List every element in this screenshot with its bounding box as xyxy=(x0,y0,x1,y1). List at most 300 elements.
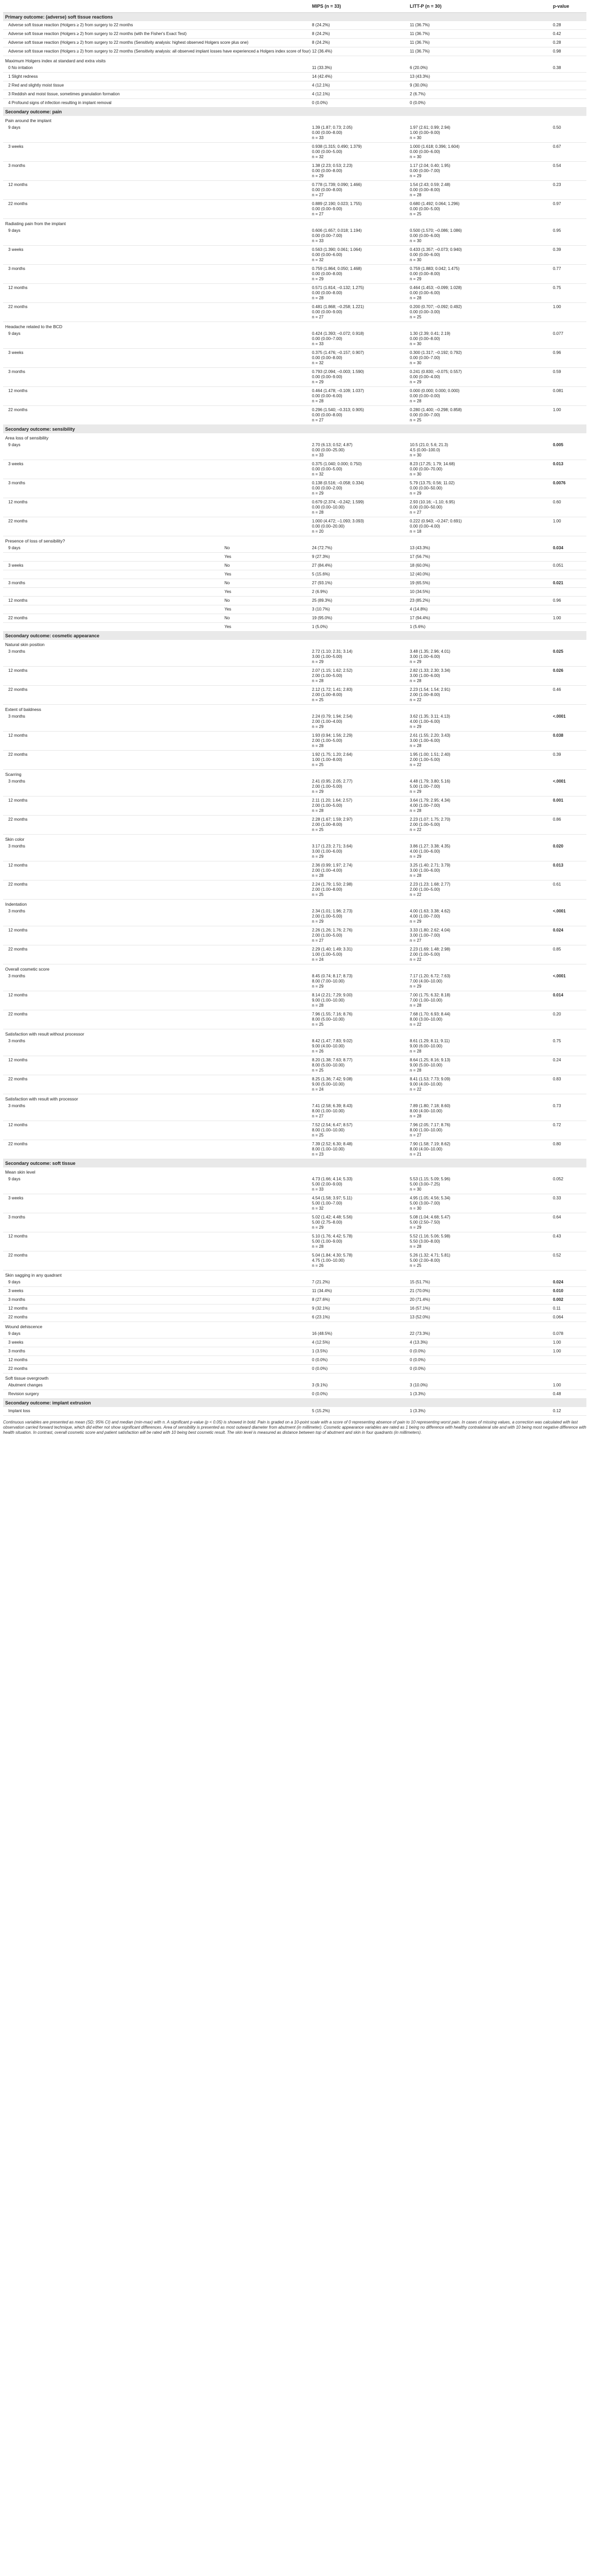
cell-pvalue: 0.24 xyxy=(551,1056,586,1075)
cell-mips-line: 5.00 (2.75–8.00) xyxy=(312,1220,342,1225)
row-sublabel xyxy=(222,907,310,926)
cell-pvalue: 0.024 xyxy=(551,1278,586,1287)
cell-litt-line: 11 (36.7%) xyxy=(410,49,430,54)
cell-mips-line: 2.00 (1.00–5.00) xyxy=(312,933,342,938)
cell-mips-line: 2.12 (1.72; 1.41; 2.83) xyxy=(312,687,353,692)
row-sublabel xyxy=(222,667,310,686)
row-label: 1 Slight redness xyxy=(3,73,222,81)
row-sublabel xyxy=(222,1213,310,1232)
cell-litt-line: 0 (0.0%) xyxy=(410,100,426,105)
cell-mips xyxy=(310,667,408,686)
cell-litt-line: n = 29 xyxy=(410,789,422,794)
cell-pvalue: 0.081 xyxy=(551,387,586,406)
cell-litt-line: 8.64 (1.25; 8.16; 9.13) xyxy=(410,1058,450,1062)
cell-litt-line: 19 (65.5%) xyxy=(410,581,430,585)
cell-pvalue: 1.00 xyxy=(551,303,586,322)
cell-litt-line: 2.82 (1.33; 2.30; 3.34) xyxy=(410,668,450,673)
cell-mips-line: 3 (9.1%) xyxy=(312,1383,328,1387)
cell-litt xyxy=(408,1287,551,1296)
cell-mips-line: n = 29 xyxy=(312,277,324,281)
cell-mips-line: 4.54 (1.58; 3.97; 5.11) xyxy=(312,1196,353,1200)
cell-litt-line: 2.93 (10.16; –1.10; 6.95) xyxy=(410,500,455,504)
cell-mips-line: 0.375 (1.476; –0.157; 0.907) xyxy=(312,350,364,355)
row-sublabel: Yes xyxy=(222,605,310,614)
cell-litt-line: n = 28 xyxy=(410,1244,422,1249)
cell-mips xyxy=(310,1381,408,1390)
cell-mips xyxy=(310,1287,408,1296)
cell-litt-line: 0.00 (0.00–7.00) xyxy=(410,168,440,173)
cell-litt-line: n = 22 xyxy=(410,827,422,832)
table-row xyxy=(3,406,586,425)
table-row xyxy=(3,816,586,835)
row-sublabel xyxy=(222,200,310,219)
cell-mips-line: n = 32 xyxy=(312,1206,324,1211)
cell-litt-line: 1.00 (0.00–9.00) xyxy=(410,130,440,135)
cell-litt xyxy=(408,1296,551,1304)
cell-litt-line: n = 30 xyxy=(410,472,422,477)
cell-litt-line: n = 28 xyxy=(410,1003,422,1008)
cell-pvalue: 1.00 xyxy=(551,517,586,536)
cell-mips-line: 9 (27.3%) xyxy=(312,554,330,559)
cell-litt-line: n = 27 xyxy=(410,510,422,515)
subhead-label: Satisfaction with result with processor xyxy=(5,1096,78,1101)
cell-litt-line: 5.00 (3.00–7.25) xyxy=(410,1182,440,1187)
cell-mips-line: n = 28 xyxy=(312,873,324,878)
row-sublabel xyxy=(222,991,310,1010)
cell-mips-line: n = 25 xyxy=(312,1022,324,1027)
section-label: Secondary outcome: cosmetic appearance xyxy=(3,632,586,640)
cell-mips-line: 3.17 (1.23; 2.71; 3.64) xyxy=(312,844,353,849)
cell-litt-line: 5.52 (1.16; 5.06; 5.98) xyxy=(410,1234,450,1239)
cell-mips-line: 0.759 (1.864; 0.050; 1.468) xyxy=(312,266,362,271)
row-label: 3 months xyxy=(3,479,222,498)
row-label: 3 months xyxy=(3,579,222,588)
cell-litt xyxy=(408,1278,551,1287)
cell-litt-line: 16 (57.1%) xyxy=(410,1306,430,1311)
table-footnote: Continuous variables are presented as mean (SD; 95% CI) and median (min-max) with n. A significant p-value (p < 0.05) is showed in bold. Pain is graded on a 10-point scale with a score of 0 representing absence of pain to 10 representing worst pain. In cases of missing values, a correction was calculated with last observation carried forward technique, which did either not show significant differences. Area of sensibility is presented as most outward diameter from abutment (in millimeter). Cosmetic appearance variables are rated as 1 being no difference with healthy contralateral site and with 10 being most negative difference with health situation. In contrast, overall cosmetic score and patient satisfaction will be rated with 10 being best cosmetic result. The skin level is measured as distance between top of abutment and skin in four quadrants (in millimeters). xyxy=(3,1420,586,1435)
cell-litt xyxy=(408,1251,551,1270)
row-sublabel xyxy=(222,1140,310,1159)
cell-pvalue: 0.013 xyxy=(551,460,586,479)
cell-pvalue: 0.77 xyxy=(551,265,586,284)
subsection-header xyxy=(3,1167,586,1175)
cell-mips xyxy=(310,816,408,835)
cell-litt-line: 13 (52.0%) xyxy=(410,1315,430,1319)
table-row xyxy=(3,284,586,303)
cell-mips-line: 2.07 (1.15; 1.62; 2.52) xyxy=(312,668,353,673)
row-sublabel xyxy=(222,972,310,991)
table-row xyxy=(3,47,586,56)
row-sublabel xyxy=(222,861,310,880)
cell-mips xyxy=(310,227,408,246)
row-label: 12 months xyxy=(3,1304,222,1313)
row-label xyxy=(3,570,222,579)
cell-pvalue: 0.60 xyxy=(551,498,586,517)
cell-litt xyxy=(408,562,551,570)
row-label: 9 days xyxy=(3,544,222,553)
cell-mips-line: n = 29 xyxy=(312,789,324,794)
cell-litt-line: 5.00 (2.50–7.50) xyxy=(410,1220,440,1225)
table-row xyxy=(3,73,586,81)
subhead-label: Extent of baldness xyxy=(5,707,41,712)
cell-litt xyxy=(408,1037,551,1056)
cell-mips-line: 8 (27.6%) xyxy=(312,1297,330,1302)
cell-litt-line: n = 28 xyxy=(410,1049,422,1054)
cell-mips-line: 24 (72.7%) xyxy=(312,546,333,550)
row-label: 3 weeks xyxy=(3,1338,222,1347)
cell-litt-line: n = 28 xyxy=(410,1068,422,1073)
row-label: 9 days xyxy=(3,441,222,460)
cell-litt-line: 15 (51.7%) xyxy=(410,1280,430,1284)
cell-pvalue: 0.002 xyxy=(551,1296,586,1304)
cell-pvalue: 0.38 xyxy=(551,64,586,73)
row-sublabel xyxy=(222,90,310,99)
subhead-label: Presence of loss of sensibility? xyxy=(5,538,65,544)
cell-litt xyxy=(408,570,551,579)
cell-litt-line: 20 (71.4%) xyxy=(410,1297,430,1302)
cell-litt-line: n = 21 xyxy=(410,1152,422,1157)
cell-mips-line: 0.296 (1.540; –0.313; 0.905) xyxy=(312,408,364,412)
cell-mips-line: 5 (15.6%) xyxy=(312,572,330,577)
cell-litt-line: n = 28 xyxy=(410,1114,422,1118)
cell-litt xyxy=(408,945,551,964)
table-row xyxy=(3,181,586,200)
subsection-header xyxy=(3,56,586,64)
cell-mips-line: 0.889 (2.190; 0.023; 1.755) xyxy=(312,201,362,206)
row-label: 3 weeks xyxy=(3,349,222,368)
cell-litt-line: 7.89 (1.80; 7.18; 8.60) xyxy=(410,1104,450,1108)
cell-mips xyxy=(310,1056,408,1075)
cell-mips-line: 2.00 (1.00–8.00) xyxy=(312,887,342,892)
table-row xyxy=(3,81,586,90)
cell-litt xyxy=(408,623,551,632)
cell-mips-line: 27 (93.1%) xyxy=(312,581,333,585)
cell-pvalue xyxy=(551,1356,586,1365)
row-sublabel xyxy=(222,1330,310,1338)
cell-litt-line: 2.00 (1.00–5.00) xyxy=(410,887,440,892)
row-label: 4 Profound signs of infection resulting in implant removal xyxy=(3,99,222,108)
row-sublabel: No xyxy=(222,544,310,553)
cell-litt-line: n = 28 xyxy=(410,399,422,403)
cell-mips-line: 0.00 (0.00–2.00) xyxy=(312,486,342,490)
cell-pvalue: 1.00 xyxy=(551,1347,586,1356)
table-row xyxy=(3,777,586,796)
row-label: 22 months xyxy=(3,406,222,425)
cell-mips-line: 0.375 (1.040; 0.000; 0.750) xyxy=(312,462,362,466)
cell-litt-line: n = 25 xyxy=(410,212,422,216)
cell-litt-line: n = 30 xyxy=(410,155,422,159)
row-label: 12 months xyxy=(3,387,222,406)
row-label: 3 months xyxy=(3,265,222,284)
cell-litt-line: 9 (30.0%) xyxy=(410,83,428,88)
cell-litt-line: 11 (36.7%) xyxy=(410,31,430,36)
cell-mips-line: 2.34 (1.01; 1.96; 2.73) xyxy=(312,909,353,913)
cell-pvalue: 0.014 xyxy=(551,991,586,1010)
cell-mips-line: 0.00 (0.00–8.00) xyxy=(312,355,342,360)
subhead-label: Pain around the implant xyxy=(5,118,51,123)
section-header xyxy=(3,1159,586,1168)
cell-litt xyxy=(408,460,551,479)
cell-pvalue: 0.021 xyxy=(551,579,586,588)
cell-pvalue: 0.52 xyxy=(551,1251,586,1270)
cell-mips xyxy=(310,972,408,991)
cell-mips-line: 2.11 (1.20; 1.64; 2.57) xyxy=(312,798,353,803)
cell-mips-line: 0.00 (0.00–7.00) xyxy=(312,336,342,341)
cell-mips-line: 5.10 (1.76; 4.42; 5.78) xyxy=(312,1234,353,1239)
table-row xyxy=(3,1102,586,1121)
cell-pvalue: <.0001 xyxy=(551,777,586,796)
row-sublabel xyxy=(222,1381,310,1390)
row-label: 22 months xyxy=(3,880,222,900)
cell-litt-line: 0.00 (0.00–6.00) xyxy=(410,291,440,295)
row-label: Adverse soft tissue reaction (Holgers ≥ 2) from surgery to 22 months (Sensitivity analysis: highest observed Holgers score plus one) xyxy=(3,39,222,47)
cell-mips xyxy=(310,570,408,579)
cell-litt xyxy=(408,861,551,880)
cell-litt-line: 2.23 (1.07; 1.75; 2.70) xyxy=(410,817,450,822)
row-label: 3 weeks xyxy=(3,1287,222,1296)
cell-litt-line: 0.464 (1.453; –0.099; 1.028) xyxy=(410,285,462,290)
cell-mips-line: n = 25 xyxy=(312,892,324,897)
cell-litt-line: 7.96 (2.05; 7.17; 8.76) xyxy=(410,1123,450,1127)
row-sublabel xyxy=(222,816,310,835)
subsection-header xyxy=(3,116,586,124)
row-sublabel xyxy=(222,1194,310,1213)
cell-mips xyxy=(310,1140,408,1159)
cell-litt-line: 3.00 (1.00–6.00) xyxy=(410,673,440,678)
cell-litt xyxy=(408,73,551,81)
row-sublabel xyxy=(222,1365,310,1374)
cell-mips-line: 4 (12.1%) xyxy=(312,92,330,96)
cell-mips-line: n = 32 xyxy=(312,258,324,262)
cell-mips-line: 2.24 (0.79; 1.94; 2.54) xyxy=(312,714,353,719)
cell-mips-line: 16 (48.5%) xyxy=(312,1331,333,1336)
cell-litt-line: 3.00 (1.00–6.00) xyxy=(410,738,440,743)
cell-mips-line: 8 (24.2%) xyxy=(312,31,330,36)
row-sublabel xyxy=(222,73,310,81)
cell-mips-line: 7.96 (1.55; 7.16; 8.76) xyxy=(312,1012,353,1016)
table-row xyxy=(3,303,586,322)
subsection-header xyxy=(3,1029,586,1038)
cell-litt xyxy=(408,842,551,861)
cell-mips-line: n = 29 xyxy=(312,919,324,924)
cell-mips-line: n = 32 xyxy=(312,155,324,159)
cell-litt-line: 11 (36.7%) xyxy=(410,23,430,27)
cell-mips-line: 0 (0.0%) xyxy=(312,1366,328,1371)
cell-mips-line: n = 25 xyxy=(312,1133,324,1138)
cell-litt-line: 21 (70.0%) xyxy=(410,1289,430,1293)
row-sublabel: No xyxy=(222,562,310,570)
cell-mips-line: n = 27 xyxy=(312,193,324,197)
cell-litt-line: n = 28 xyxy=(410,679,422,683)
cell-mips-line: 2.00 (1.00–5.00) xyxy=(312,738,342,743)
row-label: 12 months xyxy=(3,796,222,816)
table-row xyxy=(3,498,586,517)
row-label: 22 months xyxy=(3,614,222,623)
cell-mips-line: 0 (0.0%) xyxy=(312,1392,328,1396)
cell-pvalue: 0.038 xyxy=(551,732,586,751)
cell-mips-line: 1.00 (1.00–5.00) xyxy=(312,952,342,957)
cell-mips-line: 0.00 (0.00–9.00) xyxy=(312,375,342,379)
row-label: 3 months xyxy=(3,713,222,732)
cell-mips-line: n = 25 xyxy=(312,698,324,702)
cell-litt-line: n = 30 xyxy=(410,342,422,346)
cell-litt-line: 8.00 (4.00–10.00) xyxy=(410,1147,443,1151)
cell-litt-line: 3.00 (1.00–6.00) xyxy=(410,868,440,873)
cell-mips-line: n = 24 xyxy=(312,1087,324,1092)
cell-mips-line: 0.793 (2.094; –0.003; 1.590) xyxy=(312,369,364,374)
cell-litt xyxy=(408,1407,551,1416)
cell-mips xyxy=(310,945,408,964)
table-row xyxy=(3,1381,586,1390)
subsection-header xyxy=(3,640,586,648)
cell-litt-line: 0.00 (0.00–8.00) xyxy=(410,188,440,192)
row-sublabel xyxy=(222,143,310,162)
cell-pvalue: 0.078 xyxy=(551,1330,586,1338)
cell-mips-line: 19 (95.0%) xyxy=(312,616,333,620)
cell-litt-line: n = 29 xyxy=(410,380,422,384)
row-sublabel xyxy=(222,81,310,90)
cell-mips xyxy=(310,579,408,588)
row-sublabel xyxy=(222,1287,310,1296)
cell-mips-line: 4.75 (1.00–10.00) xyxy=(312,1258,345,1263)
cell-litt-line: n = 29 xyxy=(410,919,422,924)
cell-litt-line: 5.50 (3.00–8.00) xyxy=(410,1239,440,1244)
cell-litt-line: n = 27 xyxy=(410,938,422,943)
cell-litt-line: 17 (94.4%) xyxy=(410,616,430,620)
table-row xyxy=(3,1347,586,1356)
cell-litt-line: n = 28 xyxy=(410,808,422,813)
cell-litt xyxy=(408,732,551,751)
row-sublabel xyxy=(222,732,310,751)
cell-pvalue: 0.43 xyxy=(551,1232,586,1251)
table-row xyxy=(3,614,586,623)
cell-litt-line: n = 30 xyxy=(410,453,422,457)
cell-litt xyxy=(408,1304,551,1313)
cell-litt-line: 1.95 (1.00; 1.51; 2.40) xyxy=(410,752,450,757)
row-label: 12 months xyxy=(3,1232,222,1251)
table-row xyxy=(3,90,586,99)
cell-litt xyxy=(408,1365,551,1374)
cell-mips-line: 12 (36.4%) xyxy=(312,49,333,54)
cell-mips xyxy=(310,686,408,705)
cell-pvalue xyxy=(551,81,586,90)
outcomes-table xyxy=(3,0,586,1416)
cell-litt-line: 3.00 (1.00–6.00) xyxy=(410,654,440,659)
row-sublabel xyxy=(222,880,310,900)
cell-mips-line: 0.00 (0.00–8.00) xyxy=(312,130,342,135)
section-label: Secondary outcome: sensibility xyxy=(3,425,586,434)
row-sublabel xyxy=(222,1175,310,1194)
cell-litt-line: 0.00 (0.00–6.00) xyxy=(410,233,440,238)
cell-mips-line: 7.52 (2.54; 6.47; 8.57) xyxy=(312,1123,353,1127)
cell-pvalue: 0.39 xyxy=(551,246,586,265)
cell-pvalue: 0.98 xyxy=(551,47,586,56)
cell-litt xyxy=(408,64,551,73)
cell-mips-line: n = 29 xyxy=(312,1225,324,1230)
cell-mips xyxy=(310,796,408,816)
cell-litt-line: 0.759 (1.883; 0.042; 1.475) xyxy=(410,266,460,271)
cell-mips-line: n = 26 xyxy=(312,1263,324,1268)
row-sublabel xyxy=(222,945,310,964)
table-row xyxy=(3,1296,586,1304)
row-label: 3 weeks xyxy=(3,1194,222,1213)
cell-pvalue: 0.95 xyxy=(551,227,586,246)
table-row xyxy=(3,1304,586,1313)
cell-litt xyxy=(408,1313,551,1322)
cell-pvalue: 0.96 xyxy=(551,349,586,368)
cell-mips-line: n = 27 xyxy=(312,212,324,216)
cell-mips xyxy=(310,1121,408,1140)
cell-litt-line: 4.00 (1.00–7.00) xyxy=(410,803,440,808)
subhead-label: Scarring xyxy=(5,772,22,777)
cell-mips-line: 8.14 (2.21; 7.29; 9.00) xyxy=(312,993,353,997)
row-label: 9 days xyxy=(3,124,222,143)
cell-litt xyxy=(408,907,551,926)
cell-mips xyxy=(310,777,408,796)
row-sublabel xyxy=(222,64,310,73)
row-sublabel xyxy=(222,517,310,536)
row-label: 3 months xyxy=(3,1037,222,1056)
row-label: 12 months xyxy=(3,991,222,1010)
row-label: 12 months xyxy=(3,667,222,686)
cell-litt-line: 1 (3.3%) xyxy=(410,1409,426,1413)
cell-mips-line: n = 26 xyxy=(312,1049,324,1054)
cell-mips-line: 8.20 (1.38; 7.63; 8.77) xyxy=(312,1058,353,1062)
cell-litt-line: n = 22 xyxy=(410,892,422,897)
cell-litt xyxy=(408,713,551,732)
cell-mips xyxy=(310,143,408,162)
row-label: 3 months xyxy=(3,842,222,861)
cell-mips-line: n = 23 xyxy=(312,1152,324,1157)
cell-mips-line: n = 29 xyxy=(312,380,324,384)
cell-mips-line: 8.00 (1.00–10.00) xyxy=(312,1128,345,1132)
row-label: Implant loss xyxy=(3,1407,222,1416)
cell-litt-line: n = 22 xyxy=(410,1022,422,1027)
cell-litt xyxy=(408,1232,551,1251)
cell-litt-line: 7.00 (1.75; 6.32; 8.18) xyxy=(410,993,450,997)
cell-litt-line: 9.00 (6.00–10.00) xyxy=(410,1044,443,1048)
row-label: 3 months xyxy=(3,907,222,926)
cell-mips-line: n = 28 xyxy=(312,1244,324,1249)
cell-pvalue: 0.013 xyxy=(551,861,586,880)
table-row xyxy=(3,1390,586,1399)
cell-mips-line: 9.00 (5.00–10.00) xyxy=(312,1082,345,1087)
subhead-label: Overall cosmetic score xyxy=(5,967,49,972)
row-label: 3 months xyxy=(3,1347,222,1356)
cell-litt xyxy=(408,597,551,605)
table-row xyxy=(3,1338,586,1347)
row-sublabel xyxy=(222,686,310,705)
cell-mips-line: n = 28 xyxy=(312,743,324,748)
table-row xyxy=(3,21,586,30)
cell-mips-line: 1.39 (1.87; 0.73; 2.05) xyxy=(312,125,353,130)
cell-pvalue: 0.051 xyxy=(551,562,586,570)
cell-litt-line: 3.86 (1.27; 3.38; 4.35) xyxy=(410,844,450,849)
cell-litt xyxy=(408,479,551,498)
table-row xyxy=(3,648,586,667)
row-label: 22 months xyxy=(3,751,222,770)
cell-pvalue: 0.72 xyxy=(551,1121,586,1140)
cell-mips xyxy=(310,1175,408,1194)
cell-mips-line: 8.00 (5.00–10.00) xyxy=(312,1017,345,1022)
row-sublabel xyxy=(222,246,310,265)
subsection-header xyxy=(3,219,586,227)
cell-litt-line: 2.23 (1.69; 1.48; 2.98) xyxy=(410,947,450,952)
cell-litt-line: n = 30 xyxy=(410,258,422,262)
cell-litt-line: 0.300 (1.317; –0.192; 0.792) xyxy=(410,350,462,355)
cell-mips xyxy=(310,1313,408,1322)
row-label: Adverse soft tissue reaction (Holgers ≥ 2) from surgery to 22 months (Sensitivity analysis: all observed implant losses have experienced a Holgers index score of four) xyxy=(3,47,222,56)
